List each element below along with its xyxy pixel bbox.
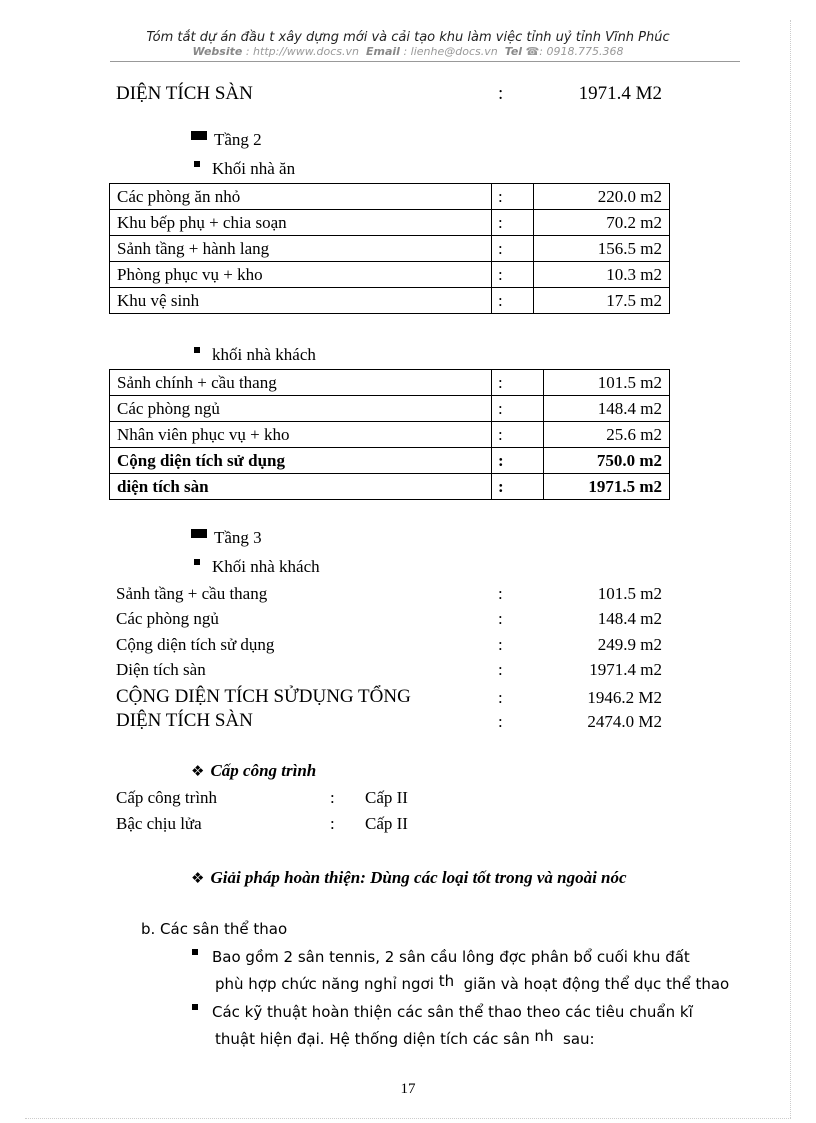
area-value: 1971.5 m2 [544,474,670,500]
floor2-heading [191,130,262,150]
finish-heading [191,868,627,888]
sports-bullet-2-line-2b: sau: [563,1030,595,1048]
area-value: 25.6 m2 [544,422,670,448]
sports-bullet-2 [192,1003,693,1021]
area-value: 101.5 m2 [597,584,662,603]
floor3-heading-text: Tầng 3 [214,528,262,547]
page-edge-right [790,20,791,1118]
small-square-bullet-icon [192,1004,198,1010]
floor3-guest-heading-text: Khối nhà khách [212,557,320,576]
grade-colon: : [330,814,335,833]
small-square-bullet-icon [194,161,200,167]
email-address: : lienhe@docs.vn [403,45,498,58]
area-value: 148.4 m2 [597,609,662,629]
table-row [110,422,670,448]
small-square-bullet-icon [192,949,198,955]
floor3-heading [191,528,262,548]
table-row [110,448,670,474]
area-name: Khu bếp phụ + chia soạn [110,210,492,236]
grade-colon: : [330,788,335,807]
total-colon: : [498,712,503,731]
table-row [110,184,670,210]
area-value: 156.5 m2 [534,236,670,262]
tel-label: Tel [504,45,523,58]
area-colon: : [498,584,503,603]
finish-heading-text: Giải pháp hoàn thiện: Dùng các loại tốt trong và ngoài nóc [210,868,627,887]
area-name: Sảnh tầng + cầu thang [116,584,268,603]
diamond-bullet-icon: ❖ [191,762,205,780]
area-name: Sảnh chính + cầu thang [110,370,492,396]
total-value: 1946.2 M2 [587,688,662,707]
sports-bullet-2-line-2 [215,1027,595,1048]
area-value: 10.3 m2 [534,262,670,288]
sports-heading: b. Các sân thể thao [141,920,288,938]
area-colon: : [492,474,544,500]
area-value: 148.4 m2 [544,396,670,422]
sports-bullet-2-line-1: Các kỹ thuật hoàn thiện các sân thể thao theo các tiêu chuẩn kĩ [212,1003,693,1021]
area-colon: : [498,634,503,654]
sports-bullet-2-nh: nh [534,1027,554,1045]
small-square-bullet-icon [194,347,200,353]
page-number: 17 [400,1081,416,1097]
area-name: Nhân viên phục vụ + kho [110,422,492,448]
area-colon: : [492,396,544,422]
area-name: Sảnh tầng + hành lang [110,236,492,262]
table-row [110,262,670,288]
area-value: 17.5 m2 [534,288,670,314]
area-colon: : [492,262,534,288]
grade-value: Cấp II [365,814,408,833]
guest-area-table [109,369,670,500]
website-label: Website [192,45,243,58]
total-name: CỘNG DIỆN TÍCH SỬDỤNG TỔNG [116,686,411,707]
area-name: Diện tích sàn [116,659,206,679]
area-colon: : [492,184,534,210]
dining-block-heading [194,159,295,179]
email-label: Email [366,45,400,58]
area-colon: : [492,448,544,474]
top-summary-value: 1971.4 M2 [578,83,662,104]
small-square-bullet-icon [194,559,200,565]
sports-bullet-1-line-2a: phù hợp chức năng nghỉ ngơi [215,975,434,993]
area-name: Các phòng ngủ [116,609,219,629]
phone-icon: ☎ [525,45,540,58]
area-value: 220.0 m2 [534,184,670,210]
square-bullet-icon [191,529,207,538]
page-edge-bottom [25,1118,791,1119]
guest-block-heading-text: khối nhà khách [212,345,316,364]
sports-bullet-1 [192,948,690,966]
dining-area-table [109,183,670,314]
total-value: 2474.0 M2 [587,712,662,731]
area-name: diện tích sàn [110,474,492,500]
grade-name: Cấp công trình [116,788,218,807]
area-name: Cộng diện tích sử dụng [116,634,275,654]
floor3-guest-heading [194,557,320,577]
grade-value: Cấp II [365,788,408,807]
sports-bullet-1-line-1: Bao gồm 2 sân tennis, 2 sân cầu lông đợc phân bổ cuối khu đất [212,948,690,966]
floor2-heading-text: Tầng 2 [214,130,262,149]
area-name: Khu vệ sinh [110,288,492,314]
area-colon: : [492,288,534,314]
diamond-bullet-icon: ❖ [191,869,205,887]
area-value: 70.2 m2 [534,210,670,236]
document-header-title: Tóm tắt dự án đầu t xây dựng mới và cải tạo khu làm việc tỉnh uỷ tỉnh Vĩnh Phúc [146,30,670,45]
area-value: 750.0 m2 [544,448,670,474]
sports-bullet-1-th: th [438,972,455,990]
table-row [110,288,670,314]
dining-block-heading-text: Khối nhà ăn [212,159,296,178]
area-colon: : [498,659,503,679]
grade-heading-text: Cấp công trình [210,761,317,780]
sports-bullet-2-line-2a: thuật hiện đại. Hệ thống diện tích các sân [215,1030,530,1048]
top-summary-colon: : [498,83,504,104]
table-row [110,474,670,500]
area-name: Cộng diện tích sử dụng [110,448,492,474]
total-colon: : [498,688,503,707]
area-value: 249.9 m2 [597,634,662,654]
sports-bullet-1-line-2b: giãn và hoạt động thể dục thể thao [463,975,730,993]
area-name: Phòng phục vụ + kho [110,262,492,288]
area-colon: : [492,422,544,448]
table-row [110,236,670,262]
grade-name: Bậc chịu lửa [116,814,202,833]
table-row [110,396,670,422]
top-summary-label: DIỆN TÍCH SÀN [116,83,253,104]
website-url: : http://www.docs.vn [245,45,360,58]
sports-bullet-1-line-2 [215,972,730,993]
table-row [110,210,670,236]
tel-number: : 0918.775.368 [539,45,624,58]
area-value: 101.5 m2 [544,370,670,396]
guest-block-heading [194,345,316,365]
header-rule [110,61,740,62]
area-colon: : [498,609,503,629]
area-name: Các phòng ngủ [110,396,492,422]
area-colon: : [492,210,534,236]
total-name: DIỆN TÍCH SÀN [116,710,253,731]
grade-heading [191,761,316,781]
area-colon: : [492,370,544,396]
square-bullet-icon [191,131,207,140]
area-colon: : [492,236,534,262]
area-value: 1971.4 m2 [589,659,662,679]
table-row [110,370,670,396]
area-name: Các phòng ăn nhỏ [110,184,492,210]
document-header-contact [0,45,816,58]
